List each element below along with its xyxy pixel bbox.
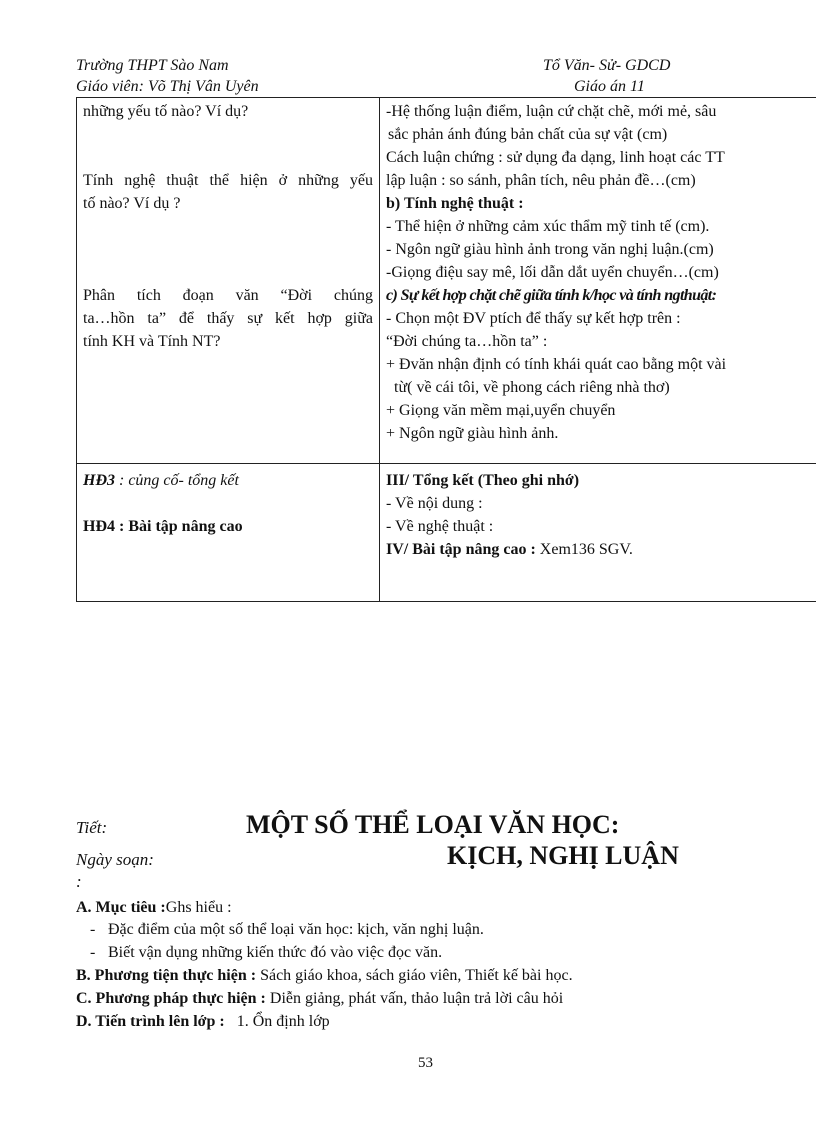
answer-line: sắc phản ánh đúng bản chất của sự vật (cm) [388, 126, 668, 143]
section-c [76, 988, 563, 1010]
section-d-text: 1. Ổn định lớp [228, 1013, 330, 1030]
section-b [76, 965, 573, 987]
ngay-soan-label: Ngày soạn: [76, 850, 154, 869]
answer-line: + Giọng văn mềm mại,uyển chuyển [386, 402, 616, 419]
summary-cell [380, 464, 816, 601]
summary-heading: III/ Tổng kết (Theo ghi nhớ) [386, 472, 580, 489]
lesson-title-line2: KỊCH, NGHỊ LUẬN [447, 841, 679, 870]
question-text: những yếu tố nào? Ví dụ? [83, 103, 249, 120]
answer-line: + Đvăn nhận định có tính khái quát cao bằng một vài [386, 356, 727, 373]
exercise-text: Xem136 SGV. [539, 541, 633, 558]
answer-subheading: c) Sự kết hợp chặt chẽ giữa tính k/học và tính ngthuật: [386, 287, 717, 304]
answer-line: -Hệ thống luận điểm, luận cứ chặt chẽ, mới mẻ, sâu [386, 103, 717, 120]
department-name: Tổ Văn- Sử- GDCD [543, 57, 671, 74]
colon-mark: : [76, 872, 82, 891]
exercise-line [386, 538, 816, 561]
bullet-dash: - [90, 921, 96, 938]
answer-line: - Ngôn ngữ giàu hình ảnh trong văn nghị luận.(cm) [386, 241, 714, 258]
question-text: ta…hồn ta” để thấy sự kết hợp giữa [83, 310, 373, 327]
objective-item: Đặc điểm của một số thể loại văn học: kịch, văn nghị luận. [108, 921, 484, 938]
section-c-label: C. Phương pháp thực hiện : [76, 990, 270, 1007]
answer-line: -Giọng điệu say mê, lối dẫn dắt uyển chuyển…(cm) [386, 264, 719, 281]
lesson-plan-label: Giáo án 11 [574, 78, 645, 95]
activity-hd3-text: : củng cố- tổng kết [115, 472, 239, 489]
section-d-label: D. Tiến trình lên lớp : [76, 1013, 229, 1030]
table-row [77, 464, 816, 601]
activity-hd4: HĐ4 : Bài tập nâng cao [83, 518, 243, 535]
answer-cell [380, 98, 816, 463]
answer-line: “Đời chúng ta…hồn ta” : [386, 333, 548, 350]
section-a-label: A. Mục tiêu : [76, 899, 166, 916]
section-c-text: Diễn giảng, phát vấn, thảo luận trả lời câu hỏi [269, 990, 564, 1007]
teacher-name: Giáo viên: Võ Thị Vân Uyên [76, 78, 259, 95]
tiet-label: Tiết: [76, 818, 108, 837]
answer-line: lập luận : so sánh, phân tích, nêu phản đề…(cm) [386, 172, 696, 189]
question-text: Tính nghệ thuật thể hiện ở những yếu [83, 172, 373, 189]
objective-item: Biết vận dụng những kiến thức đó vào việc đọc văn. [108, 944, 443, 961]
answer-line: - Chọn một ĐV ptích để thấy sự kết hợp trên : [386, 310, 681, 327]
bullet-dash: - [90, 944, 96, 961]
answer-line: Cách luận chứng : sử dụng đa dạng, linh hoạt các TT [386, 149, 725, 166]
question-text: tố nào? Ví dụ ? [83, 195, 181, 212]
page-number: 53 [418, 1055, 433, 1071]
question-text: Phân tích đoạn văn “Đời chúng [83, 287, 373, 304]
answer-line: từ( về cái tôi, về phong cách riêng nhà thơ) [394, 379, 670, 396]
section-a [76, 897, 232, 919]
activity-cell [77, 464, 380, 601]
section-b-text: Sách giáo khoa, sách giáo viên, Thiết kế bài học. [260, 967, 573, 984]
answer-line: - Thể hiện ở những cảm xúc thẩm mỹ tinh tế (cm). [386, 218, 710, 235]
lesson-title-line1: MỘT SỐ THỂ LOẠI VĂN HỌC: [246, 810, 620, 839]
exercise-label: IV/ Bài tập nâng cao : [386, 541, 540, 558]
question-cell [77, 98, 380, 463]
table-row [77, 98, 816, 464]
lesson-table [76, 97, 816, 602]
summary-line: - Về nghệ thuật : [386, 518, 494, 535]
summary-line: - Về nội dung : [386, 495, 483, 512]
question-text: tính KH và Tính NT? [83, 333, 221, 350]
section-b-label: B. Phương tiện thực hiện : [76, 967, 261, 984]
activity-hd3 [83, 469, 373, 492]
answer-line: + Ngôn ngữ giàu hình ảnh. [386, 425, 559, 442]
section-a-text: Ghs hiểu : [165, 899, 232, 916]
activity-hd3-label: HĐ3 [83, 472, 115, 489]
answer-subheading: b) Tính nghệ thuật : [386, 195, 524, 212]
section-d [76, 1011, 330, 1033]
school-name: Trường THPT Sào Nam [76, 57, 229, 74]
